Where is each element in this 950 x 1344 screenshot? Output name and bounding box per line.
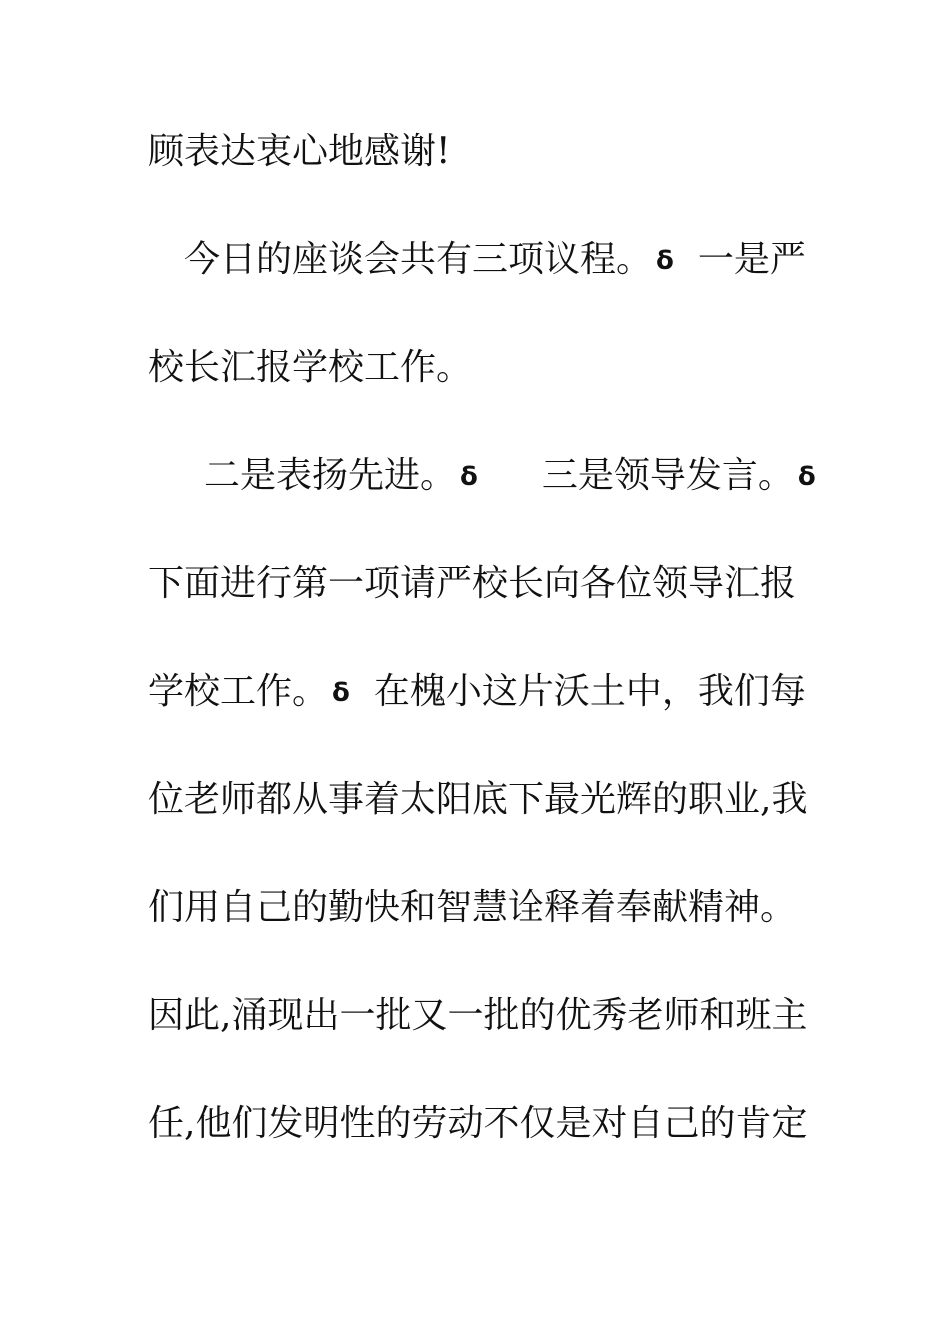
text-line — [148, 994, 808, 1038]
paragraph-mark-icon: ẟ — [797, 462, 816, 492]
text-line — [148, 670, 808, 715]
paragraph-mark-icon: ẟ — [460, 462, 478, 492]
paragraph-mark-icon: ẟ — [332, 678, 350, 708]
text-segment: 今日的座谈会共有三项议程。 — [184, 239, 653, 280]
text-segment: 在槐小这片沃土中，我们每 — [373, 671, 806, 712]
text-segment: 下面进行第一项请严校长向各位领导汇报 — [148, 563, 797, 604]
text-segment: 二是表扬先进。 — [204, 455, 457, 496]
text-line — [148, 1102, 808, 1146]
text-segment: 三是领导发言。 — [541, 455, 794, 496]
text-segment: 任,他们发明性的劳动不仅是对自己的肯定 — [148, 1103, 808, 1144]
paragraph-mark-icon: ẟ — [656, 246, 674, 276]
text-line — [184, 238, 844, 283]
text-segment: 位老师都从事着太阳底下最光辉的职业,我 — [148, 779, 808, 820]
text-segment: 一是严 — [697, 239, 806, 280]
text-line — [148, 886, 808, 930]
text-line — [148, 778, 808, 822]
text-segment: 因此,涌现出一批又一批的优秀老师和班主 — [148, 995, 808, 1036]
text-segment: 们用自己的勤快和智慧诠释着奉献精神。 — [148, 887, 797, 928]
text-line — [148, 562, 808, 606]
text-segment: 顾表达衷心地感谢! — [148, 131, 451, 172]
text-line — [148, 346, 808, 390]
text-line — [204, 454, 864, 499]
text-segment: 学校工作。 — [148, 671, 329, 712]
text-segment: 校长汇报学校工作。 — [148, 347, 473, 388]
text-line — [148, 130, 808, 174]
